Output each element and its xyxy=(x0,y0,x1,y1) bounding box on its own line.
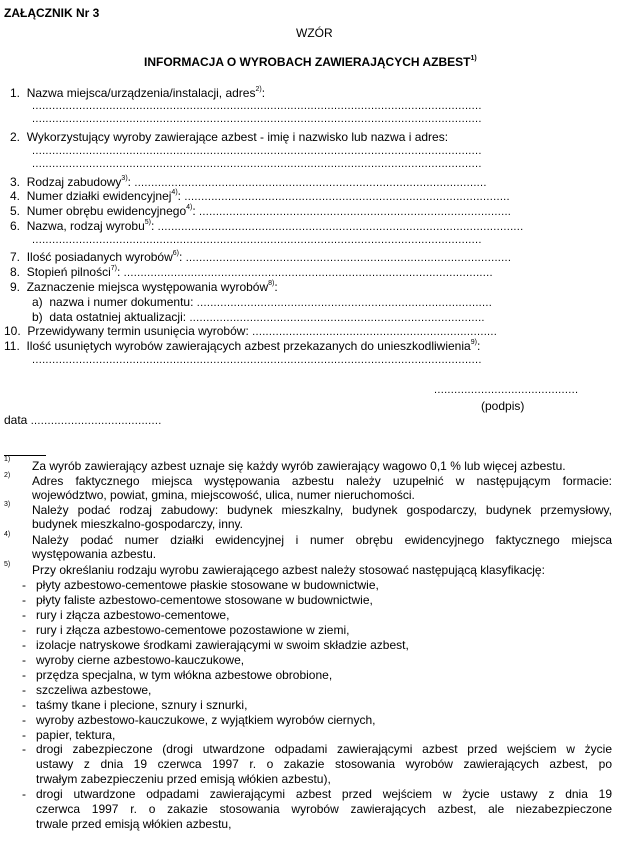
footnote-4-number: 4) xyxy=(4,531,11,538)
item-label: Ilość usuniętych wyrobów zawierających azbest przekazanych do unieszkodliwienia xyxy=(26,339,471,353)
list-item: trwałym zabezpieczeniu przed emisją włókien azbestu), xyxy=(36,772,331,787)
address-line-1[interactable]: ...................................................................................................................................... xyxy=(32,100,482,112)
list-bullet: - xyxy=(22,652,26,667)
last-update-dots[interactable]: ........................................................................................ xyxy=(189,312,485,324)
page-title xyxy=(144,55,477,69)
list-item: ustawy z dnia 19 czerwca 1997 r. o zakazie stosowania wyrobów zawierających azbest, po xyxy=(36,757,612,772)
item-suffix: : xyxy=(127,175,131,189)
item-suffix: : xyxy=(179,250,183,264)
removal-date-dots[interactable]: ......................................................................... xyxy=(252,326,498,338)
form-item-building-type xyxy=(10,175,487,189)
item-label: data ostatniej aktualizacji: xyxy=(49,310,187,324)
item-label: Nazwa miejsca/urządzenia/instalacji, adres xyxy=(26,86,256,100)
date-dots[interactable]: ....................................... xyxy=(30,415,162,427)
footnote-3-line-1: Należy podać rodzaj zabudowy: budynek mieszkalny, budynek gospodarczy, budynek przemysłowy, xyxy=(32,503,612,517)
footnote-2-line-2: województwo, powiat, gmina, miejscowość, ulica, numer nieruchomości. xyxy=(32,488,415,502)
list-bullet: - xyxy=(22,727,26,742)
list-item: drogi utwardzone odpadami zawierającymi azbest przed wejściem w życie ustawy z dnia 19 xyxy=(36,787,612,802)
quantity-dots[interactable]: ................................................................................................. xyxy=(185,252,512,264)
item-ref: 7) xyxy=(110,265,117,272)
item-number: 2. xyxy=(10,130,21,144)
item-suffix: : xyxy=(261,86,266,100)
annex-label: ZAŁĄCZNIK Nr 3 xyxy=(4,6,100,20)
item-ref: 4) xyxy=(186,204,193,211)
list-bullet: - xyxy=(22,697,26,712)
item-label: Przewidywany termin usunięcia wyrobów: xyxy=(27,324,249,338)
template-label: WZÓR xyxy=(296,26,333,40)
list-bullet: - xyxy=(22,622,26,637)
item-number: 5. xyxy=(10,204,21,218)
form-item-location xyxy=(10,280,278,294)
list-item: przędza specjalna, w tym włókna azbestowe obrobione, xyxy=(36,667,333,682)
item-label: Rodzaj zabudowy xyxy=(26,175,122,189)
form-item-removal-date xyxy=(4,324,497,338)
item-number: 1. xyxy=(10,86,21,100)
list-bullet: - xyxy=(22,592,26,607)
item-number: 10. xyxy=(4,324,21,338)
form-item-quantity xyxy=(10,250,511,264)
item-number: 4. xyxy=(10,189,21,203)
form-item-user xyxy=(10,130,448,144)
address-line-2[interactable]: ...................................................................................................................................... xyxy=(32,113,482,125)
form-item-removed-quantity xyxy=(4,339,480,353)
item-label: nazwa i numer dokumentu: xyxy=(49,295,194,309)
item-number: 11. xyxy=(4,339,20,353)
page-title-footnote-ref: 1) xyxy=(470,55,477,62)
product-name-line-2[interactable]: ...................................................................................................................................... xyxy=(32,234,482,246)
list-item: trwale przed emisją włókien azbestu, xyxy=(36,817,232,832)
user-line-2[interactable]: ...................................................................................................................................... xyxy=(32,158,482,170)
footnote-5-number: 5) xyxy=(4,561,11,568)
list-bullet: - xyxy=(22,712,26,727)
footnote-4-line-2: występowania azbestu. xyxy=(32,547,157,561)
list-bullet: - xyxy=(22,637,26,652)
item-suffix: : xyxy=(150,219,155,233)
date-field xyxy=(4,413,162,427)
item-ref: 4) xyxy=(171,189,178,196)
list-item: rury i złącza azbestowo-cementowe, xyxy=(36,607,230,622)
footnote-4-line-1: Należy podać numer działki ewidencyjnej i numer obrębu ewidencyjnego faktycznego miejsca xyxy=(32,533,612,547)
list-bullet: - xyxy=(22,787,26,802)
item-letter: b) xyxy=(32,310,43,324)
footnote-2-number: 2) xyxy=(4,472,11,479)
form-item-address xyxy=(10,86,265,100)
item-number: 3. xyxy=(10,175,21,189)
list-item: taśmy tkane i plecione, sznury i sznurki, xyxy=(36,697,248,712)
item-ref: 5) xyxy=(144,219,151,226)
item-label: Stopień pilności xyxy=(26,265,111,279)
item-ref: 3) xyxy=(121,175,128,182)
document-name-dots[interactable]: ........................................................................................ xyxy=(196,297,493,309)
user-line-1[interactable]: ...................................................................................................................................... xyxy=(32,145,482,157)
list-bullet: - xyxy=(22,682,26,697)
form-item-document-name xyxy=(32,295,492,309)
urgency-dots[interactable]: .............................................................................................................. xyxy=(123,267,493,279)
item-label: Numer działki ewidencyjnej xyxy=(26,189,172,203)
list-bullet: - xyxy=(22,742,26,757)
item-number: 9. xyxy=(10,280,21,294)
parcel-number-dots[interactable]: ................................................................................................. xyxy=(184,191,510,203)
item-suffix: : xyxy=(274,280,278,294)
item-suffix: : xyxy=(476,339,481,353)
list-bullet: - xyxy=(22,667,26,682)
footnote-1-text: Za wyrób zawierający azbest uznaje się każdy wyrób zawierający wagowo 0,1 % lub więcej azbestu. xyxy=(32,459,566,473)
list-item: drogi zabezpieczone (drogi utwardzone odpadami zawierającymi azbest przed wejściem w życie xyxy=(36,742,612,757)
footnote-separator xyxy=(4,455,46,456)
list-item: czerwca 1997 r. o zakazie stosowania wyrobów zawierających azbest, ale niezabezpieczone xyxy=(36,802,612,817)
item-label: Numer obrębu ewidencyjnego xyxy=(26,204,187,218)
item-letter: a) xyxy=(32,295,43,309)
footnote-2-line-1: Adres faktycznego miejsca występowania azbestu należy uzupełnić w następującym formacie: xyxy=(32,474,612,488)
item-number: 7. xyxy=(10,250,21,264)
item-ref: 9) xyxy=(470,339,477,346)
item-ref: 8) xyxy=(268,280,275,287)
list-item: izolacje natryskowe środkami zawierającymi w swoim składzie azbest, xyxy=(36,637,409,652)
signature-line[interactable]: ........................................... xyxy=(434,384,579,396)
list-item: płyty faliste azbestowo-cementowe stosowane w budownictwie, xyxy=(36,592,373,607)
footnote-1-number: 1) xyxy=(4,456,11,463)
date-label: data xyxy=(4,413,28,427)
list-item: wyroby azbestowo-kauczukowe, z wyjątkiem wyrobów ciernych, xyxy=(36,712,376,727)
list-item: papier, tektura, xyxy=(36,727,116,742)
form-item-urgency xyxy=(10,265,493,279)
list-item: szczeliwa azbestowe, xyxy=(36,682,152,697)
item-suffix: : xyxy=(192,204,196,218)
footnote-3-line-2: budynek mieszkalno-gospodarczy, inny. xyxy=(32,517,243,531)
item-number: 6. xyxy=(10,219,21,233)
building-type-dots[interactable]: ......................................................................................................... xyxy=(134,177,487,189)
page-title-text: INFORMACJA O WYROBACH ZAWIERAJĄCYCH AZBEST xyxy=(144,55,471,69)
form-item-last-update xyxy=(32,310,485,324)
removed-quantity-line-2[interactable]: ...................................................................................................................................... xyxy=(32,354,482,366)
form-item-precinct-number xyxy=(10,204,511,218)
list-item: płyty azbestowo-cementowe płaskie stosowane w budownictwie, xyxy=(36,578,379,592)
form-item-product-name xyxy=(10,219,524,233)
list-bullet: - xyxy=(22,578,26,592)
item-label: Ilość posiadanych wyrobów xyxy=(26,250,173,264)
signature-label: (podpis) xyxy=(481,399,525,413)
item-label: Zaznaczenie miejsca występowania wyrobów xyxy=(26,280,269,294)
item-label: Wykorzystujący wyroby zawierające azbest - imię i nazwisko lub nazwa i adres: xyxy=(26,130,449,144)
precinct-number-dots[interactable]: ............................................................................................. xyxy=(199,206,512,218)
item-ref: 2) xyxy=(255,86,262,93)
item-ref: 6) xyxy=(172,250,179,257)
item-number: 8. xyxy=(10,265,21,279)
item-label: Nazwa, rodzaj wyrobu xyxy=(26,219,145,233)
footnote-5-intro: Przy określaniu rodzaju wyrobu zawierającego azbest należy stosować następującą klasyfikację: xyxy=(32,563,545,577)
list-item: rury i złącza azbestowo-cementowe pozostawione w ziemi, xyxy=(36,622,350,637)
list-item: wyroby cierne azbestowo-kauczukowe, xyxy=(36,652,245,667)
item-suffix: : xyxy=(177,189,181,203)
form-item-parcel-number xyxy=(10,189,510,203)
list-bullet: - xyxy=(22,607,26,622)
product-name-dots[interactable]: ............................................................................................................. xyxy=(157,221,524,233)
footnote-3-number: 3) xyxy=(4,501,11,508)
item-suffix: : xyxy=(116,265,121,279)
